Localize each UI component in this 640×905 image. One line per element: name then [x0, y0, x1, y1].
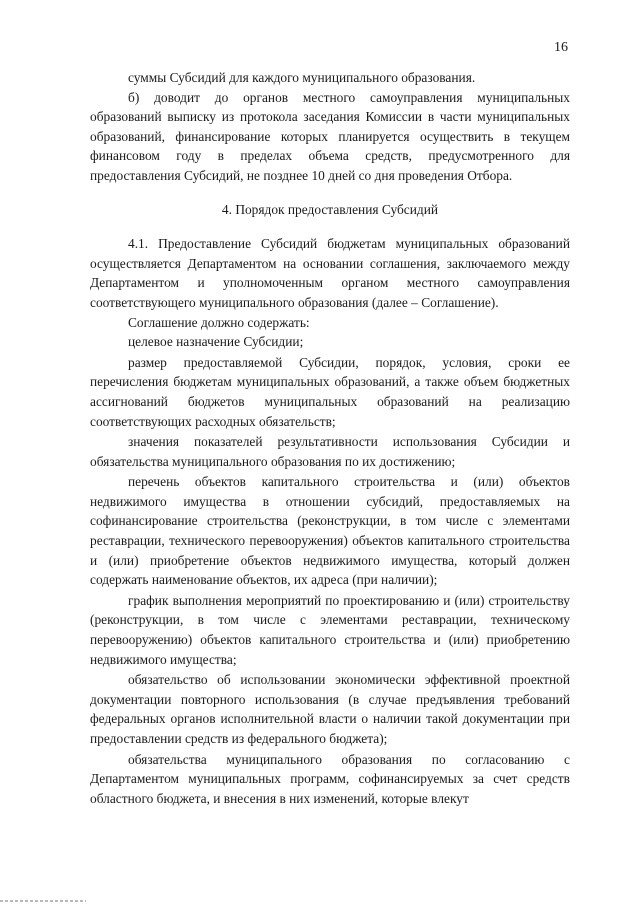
section-heading: 4. Порядок предоставления Субсидий	[221, 201, 439, 217]
paragraph: целевое назначение Субсидии;	[128, 334, 304, 350]
paragraph: значения показателей результативности использования Субсидии и обязательства муниципального образования по их достижению;	[90, 434, 570, 469]
paragraph: 4.1. Предоставление Субсидий бюджетам муниципальных образований осуществляется Департаментом на основании соглашения, заключаемого между Департаментом и уполномоченным органом местного самоуправления соответствующего муниципального образования (далее – Соглашение).	[90, 236, 570, 310]
paragraph: суммы Субсидий для каждого муниципального образования.	[128, 70, 476, 85]
paragraph: обязательства муниципального образования по согласованию с Департаментом муниципальных программ, софинансируемых за счет средств областного бюджета, и внесения в них изменений, которые влекут	[90, 751, 570, 806]
scan-edge-mark	[0, 900, 86, 902]
paragraph: перечень объектов капитального строительства и (или) объектов недвижимого имущества в отношении субсидий, предоставляемых на софинансирование строительства (реконструкции, в том числе с элементами реставрации, технического перевооружения) объектов капитального строительства и (или) приобретение объектов недвижимого имущества, который должен содержать наименование объектов, их адреса (при наличии);	[90, 474, 570, 588]
paragraph: график выполнения мероприятий по проектированию и (или) строительству (реконструкции, в том числе с элементами реставрации, техническому перевооружению) объектов капитального строительства и (или) приобретению недвижимого имущества;	[90, 592, 570, 667]
page-number: 16	[554, 40, 568, 55]
page-content	[90, 68, 570, 808]
paragraph: размер предоставляемой Субсидии, порядок, условия, сроки ее перечисления бюджетам муниципальных образований, а также объем бюджетных ассигнований бюджетов муниципальных образований на реализацию соответствующих расходных обязательств;	[90, 354, 570, 429]
paragraph: Соглашение должно содержать:	[128, 314, 310, 330]
paragraph: обязательство об использовании экономически эффективной проектной документации повторного использования (в случае предъявления требований федеральных органов исполнительной власти о наличии такой документации при предоставлении средств из федерального бюджета);	[90, 672, 570, 746]
paragraph: б) доводит до органов местного самоуправления муниципальных образований выписку из протокола заседания Комиссии в части муниципальных образований, финансирование которых планируется осуществить в текущем финансовом году в пределах объема средств, предусмотренного для предоставления Субсидий, не позднее 10 дней со дня проведения Отбора.	[90, 89, 570, 183]
